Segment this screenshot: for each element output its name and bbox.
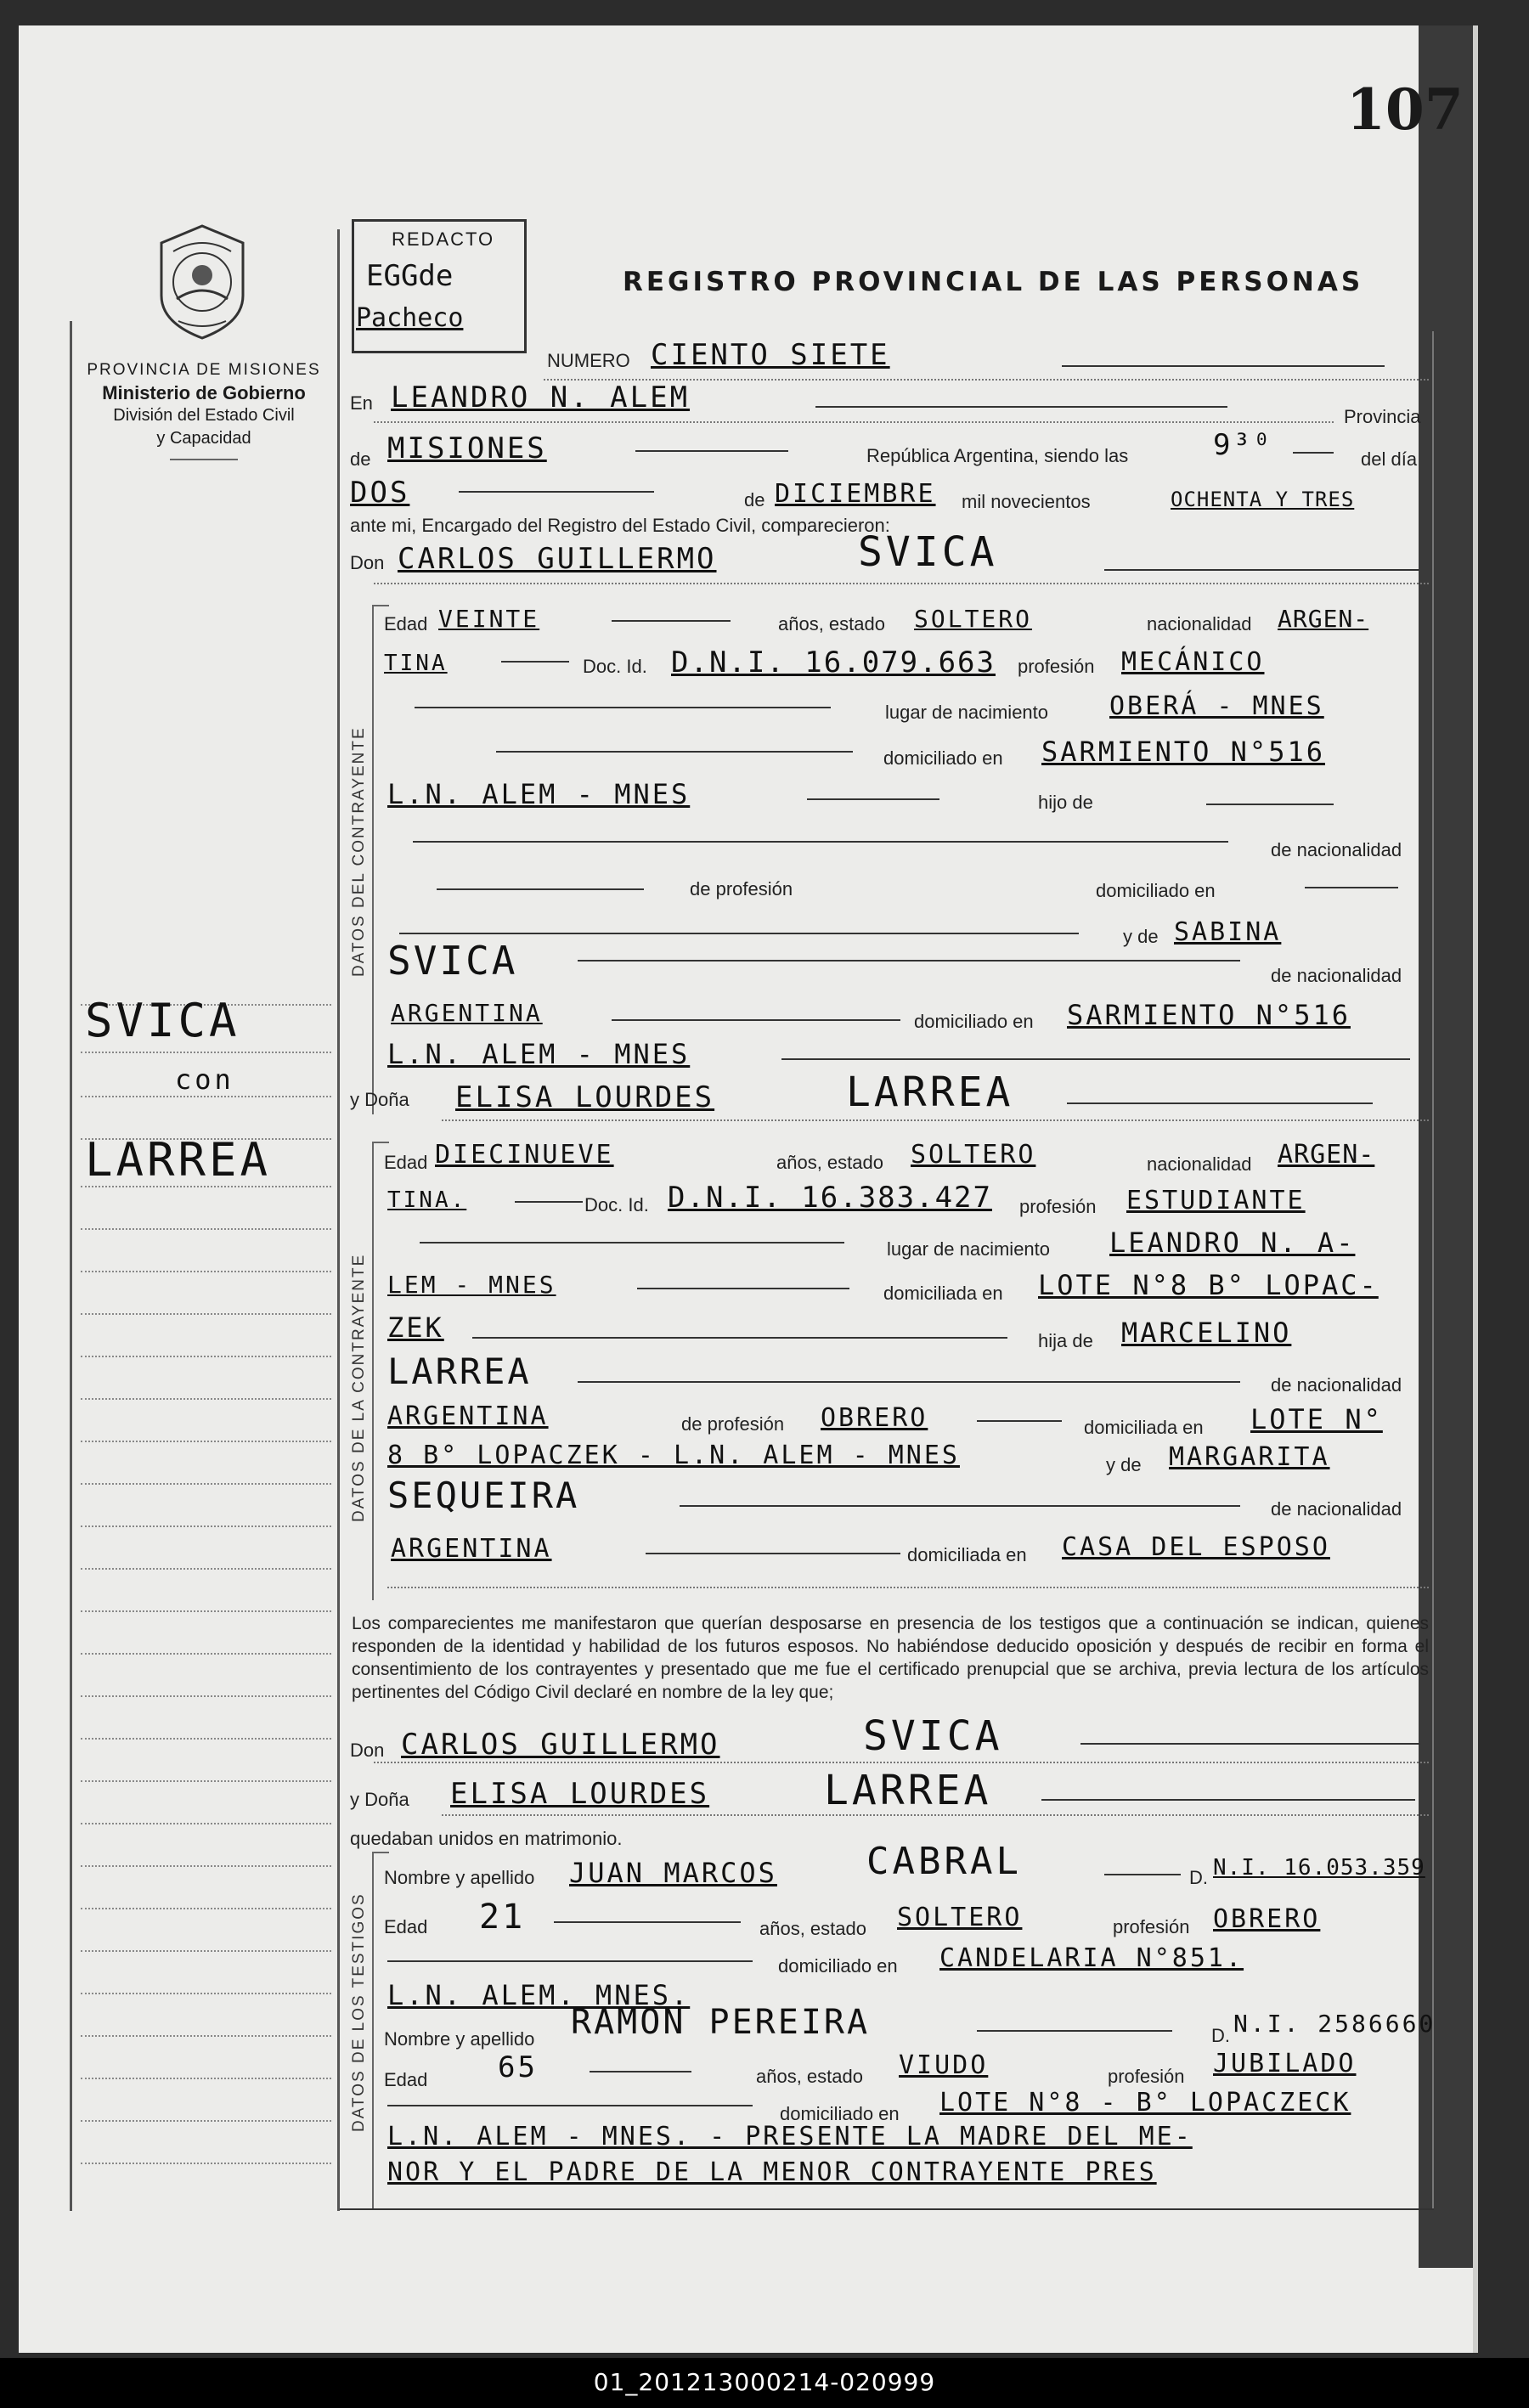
c2-madre-dom: CASA DEL ESPOSO [1062, 1532, 1330, 1562]
issuer-header [76, 358, 331, 460]
c-madre-dom: SARMIENTO N°516 [1067, 999, 1351, 1031]
c2-nac-dash [515, 1201, 583, 1203]
margin-rule-14 [81, 1568, 331, 1570]
margin-surname-2: LARREA [85, 1133, 272, 1187]
c2-padre-nac: ARGENTINA [387, 1401, 549, 1431]
c-padre-dom-dash [1305, 887, 1398, 888]
c2-madre-nac-dash [646, 1553, 900, 1554]
frame-margin-divider [337, 229, 340, 2211]
c2-padre-dom: LOTE N° [1250, 1403, 1383, 1435]
t1-edad: 21 [479, 1898, 526, 1937]
hora-dash [1293, 452, 1334, 454]
document-title: REGISTRO PROVINCIAL DE LAS PERSONAS [623, 267, 1364, 297]
c-edad-label: Edad [384, 613, 428, 634]
redacto-box [352, 219, 527, 353]
c-madre-dom2: L.N. ALEM - MNES [387, 1038, 691, 1070]
don-label: Don [350, 552, 385, 573]
margin-rule-20 [81, 1823, 331, 1824]
frame-left-border [70, 321, 72, 2211]
en-rule [374, 421, 1334, 423]
c-nacionalidad-value2: TINA [384, 651, 448, 676]
c-lugar-dash [415, 707, 831, 708]
testigos-bracket [372, 1852, 374, 2208]
c2-nacionalidad3-label: de nacionalidad [1271, 1498, 1402, 1520]
decl-don-label: Don [350, 1740, 385, 1761]
decl-don-rule [374, 1762, 1429, 1763]
de-label: de [350, 448, 371, 470]
c-dom2-dash [807, 798, 939, 800]
t1-dom-label: domiciliado en [778, 1955, 898, 1977]
c2-final-rule [387, 1587, 1429, 1588]
t1-edad-label: Edad [384, 1916, 428, 1937]
margin-rule-10 [81, 1398, 331, 1400]
decl-don-dash [1080, 1743, 1420, 1745]
c-hijo-label: hijo de [1038, 792, 1093, 813]
t1-prof: OBRERO [1213, 1904, 1321, 1934]
c-profesion-label: profesión [1018, 656, 1095, 677]
margin-rule-3 [81, 1096, 331, 1097]
margin-rule-12 [81, 1483, 331, 1485]
margin-rule-27 [81, 2120, 331, 2122]
c-domiciliado-value2: L.N. ALEM - MNES [387, 778, 691, 810]
t2-estado: VIUDO [899, 2050, 989, 2080]
c-anos-estado-label: años, estado [778, 613, 885, 634]
c-estado-value: SOLTERO [914, 605, 1033, 633]
c2-nacionalidad2-label: de nacionalidad [1271, 1374, 1402, 1396]
c-domiciliado-label: domiciliado en [883, 747, 1003, 769]
margin-rule-22 [81, 1908, 331, 1909]
t2-doc-label: D. [1211, 2025, 1230, 2046]
declaration-paragraph: Los comparecientes me manifestaron que querían desposarse en presencia de los testigos que a continuación se indican, quienes responden de la identidad y habilidad de los futuros esposos. No habiéndose deducido oposición y después de recibir en forma el consentimiento de los contrayentes y presentado que me fue el certificado prenupcial que se archiva, previa lectura de los artículos pertinentes del Código Civil declaré en nombre de la ley que; [352, 1614, 1429, 1702]
dia-value: DOS [350, 476, 410, 510]
c2-estado-value: SOLTERO [911, 1140, 1036, 1170]
c2-domiciliada-label: domiciliada en [883, 1283, 1003, 1304]
mes-value: DICIEMBRE [775, 479, 936, 509]
c-lugar-label: lugar de nacimiento [885, 702, 1049, 723]
redacto-handwriting-2: Pacheco [356, 303, 464, 333]
c2-doc-value: D.N.I. 16.383.427 [668, 1181, 992, 1215]
don-value: CARLOS GUILLERMO [398, 542, 717, 576]
c2-profesion-value: ESTUDIANTE [1126, 1186, 1306, 1215]
c2-lugar-value2: LEM - MNES [387, 1271, 556, 1299]
c-madre-dash [399, 933, 1079, 934]
c-padre-dash [413, 841, 1228, 843]
decl-dona-value: ELISA LOURDES [450, 1777, 710, 1811]
c-edad-dash [612, 620, 731, 622]
t2-nombre: RAMON PEREIRA [571, 2003, 871, 2042]
margin-rule-8 [81, 1313, 331, 1315]
c-domiciliado2-label: domiciliado en [1096, 880, 1216, 901]
contrayente-bracket-top [372, 605, 389, 606]
de-value: MISIONES [387, 431, 547, 465]
t2-prof: JUBILADO [1213, 2049, 1357, 2078]
c2-y-de-label: y de [1106, 1454, 1142, 1475]
t2-edad-label: Edad [384, 2069, 428, 2090]
contrayente2-side-label: DATOS DE LA CONTRAYENTE [350, 1253, 368, 1522]
c2-de-profesion-label: de profesión [681, 1413, 785, 1435]
c2-nacionalidad-value: ARGEN- [1278, 1140, 1375, 1170]
c-nacionalidad-value: ARGEN- [1278, 605, 1369, 633]
c2-madre-surname-dash [680, 1505, 1240, 1507]
c2-lugar-dash [420, 1242, 844, 1243]
c2-nacionalidad-value2: TINA. [387, 1187, 467, 1213]
page-number: 107 [1346, 76, 1464, 143]
c-madre-dom2-dash [781, 1058, 1410, 1060]
hora-value: 9³⁰ [1213, 428, 1273, 462]
t1-prof-label: profesión [1113, 1916, 1190, 1937]
c2-padre-surname: LARREA [387, 1351, 532, 1392]
t2-dom: LOTE N°8 - B° LOPACZECK [939, 2088, 1351, 2118]
c-dom-dash [496, 751, 853, 753]
testigos-side-label: DATOS DE LOS TESTIGOS [350, 1892, 368, 2132]
t1-dom2: L.N. ALEM. MNES. [387, 1979, 691, 2011]
en-label: En [350, 392, 373, 414]
frame-bottom-rule [340, 2208, 1434, 2210]
c2-profesion-label: profesión [1019, 1196, 1097, 1217]
c2-domiciliada-value: LOTE N°8 B° LOPAC- [1038, 1269, 1379, 1301]
c-nacionalidad2-label: de nacionalidad [1271, 839, 1402, 860]
c2-edad-label: Edad [384, 1152, 428, 1173]
margin-rule-11 [81, 1441, 331, 1442]
t1-apellido-dash [1104, 1874, 1181, 1875]
margin-rule-24 [81, 1993, 331, 1994]
c2-hija-label: hija de [1038, 1330, 1093, 1351]
t2-dom-label: domiciliado en [780, 2103, 900, 2124]
decl-don-value: CARLOS GUILLERMO [401, 1728, 720, 1762]
decl-dona-label: y Doña [350, 1789, 409, 1810]
province-line: PROVINCIA DE MISIONES [87, 361, 321, 379]
t1-estado: SOLTERO [897, 1903, 1023, 1932]
dona-dash [1067, 1102, 1373, 1104]
c2-domiciliada3-label: domiciliada en [907, 1544, 1027, 1565]
t2-edad: 65 [498, 2050, 538, 2084]
margin-rule-15 [81, 1610, 331, 1612]
t2-nombre-dash [977, 2030, 1172, 2032]
republica-label: República Argentina, siendo las [866, 445, 1129, 466]
capacity-line: y Capacidad [156, 429, 251, 448]
margin-rule-16 [81, 1653, 331, 1655]
don-rule [374, 583, 1429, 584]
frame-right-border [1432, 331, 1434, 2208]
margin-rule-25 [81, 2035, 331, 2037]
c2-madre-nac: ARGENTINA [391, 1534, 552, 1564]
c2-doc-label: Doc. Id. [584, 1194, 649, 1215]
margin-rule-7 [81, 1271, 331, 1272]
t1-nombre: JUAN MARCOS [569, 1857, 777, 1889]
dona-surname: LARREA [846, 1069, 1014, 1116]
header-rule [170, 459, 238, 460]
c-doc-value: D.N.I. 16.079.663 [671, 646, 996, 680]
scan-footer-id: 01_201213000214-020999 [593, 2368, 936, 2396]
book-spine [1419, 25, 1473, 2268]
t1-dom-dash [387, 1960, 753, 1962]
t2-edad-dash [590, 2071, 691, 2072]
de2-label: de [744, 489, 765, 510]
c-madre-surname: SVICA [387, 938, 518, 984]
redacto-handwriting-1: EGGde [366, 259, 454, 293]
c-doc-label: Doc. Id. [583, 656, 647, 677]
margin-rule-18 [81, 1738, 331, 1740]
c2-anos-estado-label: años, estado [776, 1152, 883, 1173]
c2-lugar2-dash [637, 1288, 849, 1289]
c-domiciliado3-label: domiciliado en [914, 1011, 1034, 1032]
margin-rule-13 [81, 1525, 331, 1527]
t2-nombre-label: Nombre y apellido [384, 2028, 535, 2050]
dona-name: ELISA LOURDES [455, 1080, 715, 1114]
numero-value: CIENTO SIETE [651, 338, 890, 372]
c2-dom2-dash [472, 1337, 1007, 1339]
don-dash [1104, 569, 1419, 571]
margin-rule-6 [81, 1228, 331, 1230]
dona-label: y Doña [350, 1089, 409, 1110]
decl-dona-dash [1041, 1799, 1415, 1801]
don-surname: SVICA [858, 528, 998, 576]
c2-padre-prof-dash [977, 1420, 1062, 1422]
c-padre-nac-dash [437, 888, 644, 890]
c-de-profesion-label: de profesión [690, 878, 793, 899]
decl-dona-rule [442, 1814, 1429, 1816]
c2-domiciliada-value2: ZEK [387, 1311, 444, 1344]
mil-label: mil novecientos [962, 491, 1091, 512]
c-y-de-label: y de [1123, 926, 1159, 947]
c2-domiciliada2-label: domiciliada en [1084, 1417, 1204, 1438]
margin-rule-23 [81, 1950, 331, 1952]
c2-padre-dom2: 8 B° LOPACZEK - L.N. ALEM - MNES [387, 1441, 960, 1470]
contrayente-bracket [372, 605, 374, 1114]
margin-con: con [175, 1063, 234, 1096]
margin-surname-1: SVICA [85, 994, 240, 1047]
dona-rule [442, 1119, 1429, 1121]
anio-value: OCHENTA Y TRES [1171, 488, 1355, 511]
en-value: LEANDRO N. ALEM [391, 381, 691, 414]
t1-dom: CANDELARIA N°851. [939, 1943, 1244, 1973]
decl-don-surname: SVICA [863, 1712, 1003, 1760]
c2-nacionalidad-label: nacionalidad [1147, 1153, 1252, 1175]
decl-quedaban: quedaban unidos en matrimonio. [350, 1828, 623, 1849]
c2-lugar-value: LEANDRO N. A- [1109, 1227, 1356, 1259]
c2-padre-value: MARCELINO [1121, 1317, 1292, 1349]
de-dash [635, 450, 788, 452]
c2-lugar-label: lugar de nacimiento [887, 1238, 1051, 1260]
c-nac-dash [501, 661, 569, 663]
margin-rule-17 [81, 1695, 331, 1697]
numero-dash [1062, 365, 1385, 367]
c-profesion-value: MECÁNICO [1121, 647, 1265, 677]
ministry-line: Ministerio de Gobierno [102, 382, 306, 403]
c-lugar-value: OBERÁ - MNES [1109, 691, 1324, 721]
c2-padre-surname-dash [578, 1381, 1240, 1383]
c-hijo-dash [1206, 804, 1334, 805]
t1-edad-dash [554, 1921, 741, 1923]
del-dia-label: del día [1361, 448, 1418, 470]
contrayente2-bracket [372, 1142, 374, 1600]
provincia-label: Provincia [1344, 406, 1421, 427]
t2-estado-label: años, estado [756, 2066, 863, 2087]
t1-estado-label: años, estado [759, 1918, 866, 1939]
en-dash [815, 406, 1227, 408]
t1-nombre-label: Nombre y apellido [384, 1867, 535, 1888]
c2-madre-value: MARGARITA [1169, 1442, 1330, 1472]
testigos-bracket-top [372, 1852, 389, 1853]
contrayente2-bracket-top [372, 1142, 389, 1143]
c-madre-nac: ARGENTINA [391, 999, 543, 1027]
margin-rule-28 [81, 2163, 331, 2164]
redacto-label: REDACTO [392, 228, 495, 250]
t1-doc: N.I. 16.053.359 [1213, 1855, 1425, 1881]
margin-rule-9 [81, 1356, 331, 1357]
t2-dom2: L.N. ALEM - MNES. - PRESENTE LA MADRE DEL ME- [387, 2122, 1193, 2151]
c-nacionalidad3-label: de nacionalidad [1271, 965, 1402, 986]
margin-rule-19 [81, 1780, 331, 1782]
t2-prof-label: profesión [1108, 2066, 1185, 2087]
ante-line: ante mi, Encargado del Registro del Estado Civil, comparecieron: [350, 515, 890, 536]
t2-dom3: NOR Y EL PADRE DE LA MENOR CONTRAYENTE PRES [387, 2157, 1157, 2187]
c2-madre-surname: SEQUEIRA [387, 1475, 580, 1516]
t1-apellido: CABRAL [866, 1840, 1022, 1883]
c2-padre-prof: OBRERO [821, 1403, 928, 1433]
c-edad-value: VEINTE [438, 605, 540, 633]
provincial-seal-icon [150, 223, 255, 341]
numero-label: NUMERO [547, 350, 630, 371]
c-nacionalidad-label: nacionalidad [1147, 613, 1252, 634]
c2-edad-value: DIECINUEVE [435, 1140, 614, 1170]
t1-doc-label: D. [1189, 1867, 1208, 1888]
c-domiciliado-value: SARMIENTO N°516 [1041, 736, 1325, 768]
decl-dona-surname: LARREA [824, 1767, 992, 1814]
margin-rule-21 [81, 1865, 331, 1867]
c-madre-surname-dash [578, 960, 1240, 962]
division-line: División del Estado Civil [113, 406, 295, 425]
c-madre-value: SABINA [1174, 917, 1282, 947]
margin-rule-2 [81, 1052, 331, 1053]
c-madre-nac-dash [612, 1019, 900, 1021]
t2-dom-dash [387, 2105, 753, 2106]
contrayente-side-label: DATOS DEL CONTRAYENTE [350, 726, 368, 977]
dia-dash [459, 491, 654, 493]
margin-rule-5 [81, 1186, 331, 1187]
t2-doc: N.I. 2586660 [1233, 2010, 1436, 2038]
margin-rule-26 [81, 2078, 331, 2079]
